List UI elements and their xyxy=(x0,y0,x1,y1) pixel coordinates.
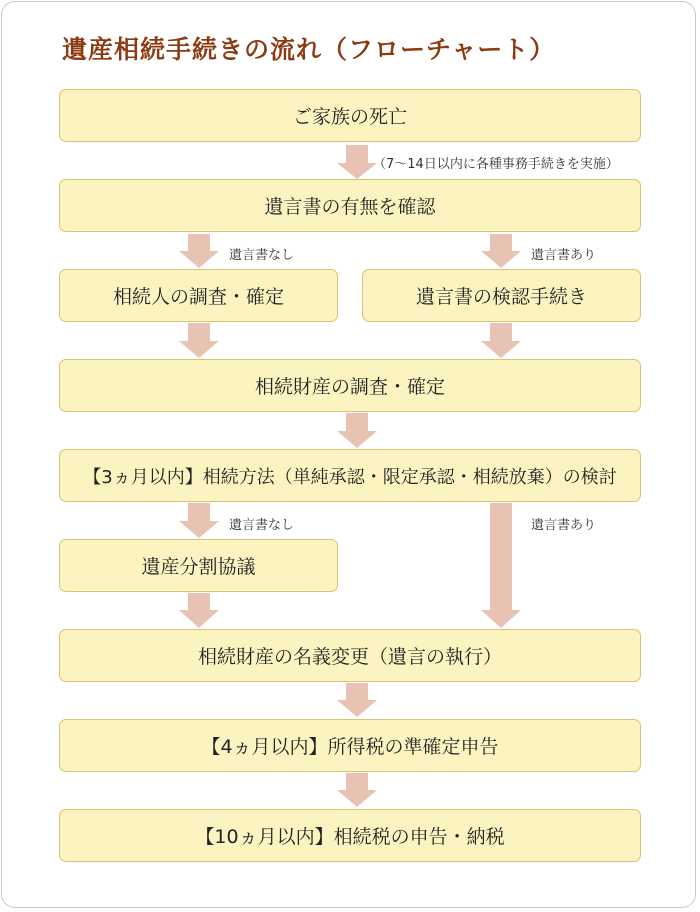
note-procedures-within: （7〜14日以内に各種事務手続きを実施） xyxy=(373,157,619,172)
step-income-tax-return: 【4ヵ月以内】所得税の準確定申告 xyxy=(59,719,641,772)
arrow-name-to-income-tax xyxy=(337,683,377,717)
arrow-to-will-probate xyxy=(481,234,521,268)
arrow-to-heir-investigation xyxy=(179,234,219,268)
note-no-will-2: 遺言書なし xyxy=(229,518,295,533)
note-has-will-1: 遺言書あり xyxy=(531,248,597,263)
arrow-heir-to-estate xyxy=(179,323,219,358)
arrow-estate-to-method xyxy=(337,413,377,448)
step-heir-investigation: 相続人の調査・確定 xyxy=(59,269,338,322)
step-will-check: 遺言書の有無を確認 xyxy=(59,179,641,232)
arrow-income-to-inheritance-tax xyxy=(337,773,377,807)
arrow-division-to-name-transfer xyxy=(179,593,219,628)
step-death: ご家族の死亡 xyxy=(59,89,641,142)
note-no-will-1: 遺言書なし xyxy=(229,248,295,263)
step-inheritance-tax-return: 【10ヵ月以内】相続税の申告・納税 xyxy=(59,809,641,862)
arrow-death-to-will-check xyxy=(337,145,377,179)
arrow-to-division xyxy=(179,503,219,538)
flowchart-title: 遺産相続手続きの流れ（フローチャート） xyxy=(62,35,556,64)
step-method-review: 【3ヵ月以内】相続方法（単純承認・限定承認・相続放棄）の検討 xyxy=(59,449,641,502)
step-division-negotiation: 遺産分割協議 xyxy=(59,539,338,592)
note-has-will-2: 遺言書あり xyxy=(531,518,597,533)
step-estate-investigation: 相続財産の調査・確定 xyxy=(59,359,641,412)
arrow-probate-to-estate xyxy=(481,323,521,358)
arrow-will-to-name-transfer xyxy=(481,503,521,628)
step-will-probate: 遺言書の検認手続き xyxy=(362,269,641,322)
step-name-transfer: 相続財産の名義変更（遺言の執行） xyxy=(59,629,641,682)
